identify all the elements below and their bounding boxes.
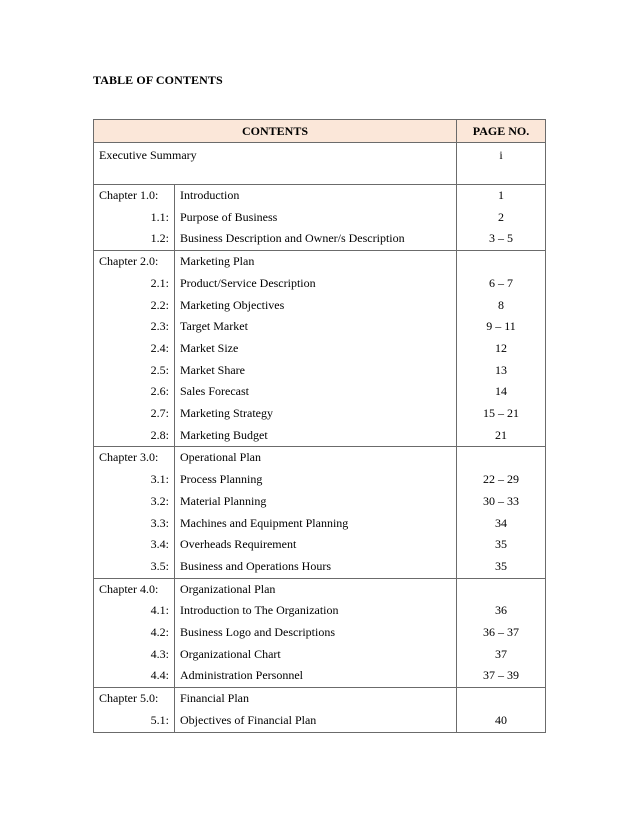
chapter-row: [94, 688, 546, 710]
section-number: 4.2:: [94, 622, 175, 644]
chapter-label: Chapter 5.0:: [94, 688, 175, 710]
section-page: 12: [457, 338, 546, 360]
section-page: 21: [457, 425, 546, 447]
contents-header: CONTENTS: [94, 120, 457, 143]
section-number: 3.2:: [94, 491, 175, 513]
section-number: 2.7:: [94, 403, 175, 425]
section-title: Sales Forecast: [175, 381, 457, 403]
section-number: 2.1:: [94, 273, 175, 295]
section-row: [94, 644, 546, 666]
section-row: [94, 295, 546, 317]
chapter-title: Marketing Plan: [175, 251, 457, 273]
section-page: 8: [457, 295, 546, 317]
section-row: [94, 710, 546, 732]
section-page: 34: [457, 513, 546, 535]
section-title: Product/Service Description: [175, 273, 457, 295]
section-title: Process Planning: [175, 469, 457, 491]
executive-summary-row: [94, 143, 546, 185]
section-number: 3.1:: [94, 469, 175, 491]
section-title: Purpose of Business: [175, 207, 457, 229]
section-title: Target Market: [175, 316, 457, 338]
section-row: [94, 425, 546, 447]
section-number: 3.4:: [94, 534, 175, 556]
section-number: 2.2:: [94, 295, 175, 317]
section-row: [94, 207, 546, 229]
chapter-title: Introduction: [175, 185, 457, 207]
executive-summary-label: Executive Summary: [94, 143, 457, 185]
section-row: [94, 491, 546, 513]
section-number: 2.6:: [94, 381, 175, 403]
section-page: 3 – 5: [457, 228, 546, 250]
chapter-row: [94, 578, 546, 600]
page-no-header: PAGE NO.: [457, 120, 546, 143]
chapter-title: Organizational Plan: [175, 578, 457, 600]
section-number: 2.4:: [94, 338, 175, 360]
section-row: [94, 338, 546, 360]
chapter-row: [94, 447, 546, 469]
section-title: Marketing Budget: [175, 425, 457, 447]
section-row: [94, 665, 546, 687]
chapter-title: Financial Plan: [175, 688, 457, 710]
section-page: 37 – 39: [457, 665, 546, 687]
section-row: [94, 556, 546, 578]
chapter-page: [457, 688, 546, 710]
chapter-page: [457, 251, 546, 273]
section-number: 1.1:: [94, 207, 175, 229]
section-page: 30 – 33: [457, 491, 546, 513]
section-page: 13: [457, 360, 546, 382]
section-title: Business Logo and Descriptions: [175, 622, 457, 644]
section-row: [94, 228, 546, 250]
section-page: 35: [457, 534, 546, 556]
section-number: 4.3:: [94, 644, 175, 666]
section-title: Overheads Requirement: [175, 534, 457, 556]
section-number: 2.8:: [94, 425, 175, 447]
chapter-label: Chapter 3.0:: [94, 447, 175, 469]
section-page: 6 – 7: [457, 273, 546, 295]
page-title: TABLE OF CONTENTS: [93, 73, 223, 87]
section-page: 9 – 11: [457, 316, 546, 338]
section-number: 4.1:: [94, 600, 175, 622]
section-row: [94, 600, 546, 622]
section-page: 36: [457, 600, 546, 622]
section-title: Administration Personnel: [175, 665, 457, 687]
chapter-row: [94, 251, 546, 273]
section-number: 1.2:: [94, 228, 175, 250]
section-title: Introduction to The Organization: [175, 600, 457, 622]
chapter-page: [457, 447, 546, 469]
chapter-title: Operational Plan: [175, 447, 457, 469]
section-number: 2.3:: [94, 316, 175, 338]
chapter-page: 1: [457, 185, 546, 207]
section-title: Marketing Strategy: [175, 403, 457, 425]
section-row: [94, 513, 546, 535]
section-row: [94, 381, 546, 403]
section-page: 35: [457, 556, 546, 578]
section-page: 37: [457, 644, 546, 666]
section-row: [94, 360, 546, 382]
section-page: 36 – 37: [457, 622, 546, 644]
section-title: Organizational Chart: [175, 644, 457, 666]
toc-header-row: [94, 120, 546, 143]
section-page: 22 – 29: [457, 469, 546, 491]
chapter-row: [94, 185, 546, 207]
section-number: 4.4:: [94, 665, 175, 687]
section-title: Objectives of Financial Plan: [175, 710, 457, 732]
section-page: 2: [457, 207, 546, 229]
section-number: 3.3:: [94, 513, 175, 535]
section-page: 15 – 21: [457, 403, 546, 425]
section-row: [94, 403, 546, 425]
section-row: [94, 273, 546, 295]
section-title: Marketing Objectives: [175, 295, 457, 317]
chapter-label: Chapter 2.0:: [94, 251, 175, 273]
executive-summary-page: i: [457, 143, 546, 185]
section-title: Business and Operations Hours: [175, 556, 457, 578]
section-title: Market Size: [175, 338, 457, 360]
section-title: Machines and Equipment Planning: [175, 513, 457, 535]
section-page: 40: [457, 710, 546, 732]
section-row: [94, 316, 546, 338]
section-title: Business Description and Owner/s Description: [175, 228, 457, 250]
section-title: Material Planning: [175, 491, 457, 513]
chapter-label: Chapter 1.0:: [94, 185, 175, 207]
section-row: [94, 622, 546, 644]
section-title: Market Share: [175, 360, 457, 382]
section-row: [94, 534, 546, 556]
section-page: 14: [457, 381, 546, 403]
section-row: [94, 469, 546, 491]
section-number: 5.1:: [94, 710, 175, 732]
section-number: 2.5:: [94, 360, 175, 382]
chapter-page: [457, 578, 546, 600]
chapter-label: Chapter 4.0:: [94, 578, 175, 600]
toc-table: [93, 119, 546, 733]
section-number: 3.5:: [94, 556, 175, 578]
